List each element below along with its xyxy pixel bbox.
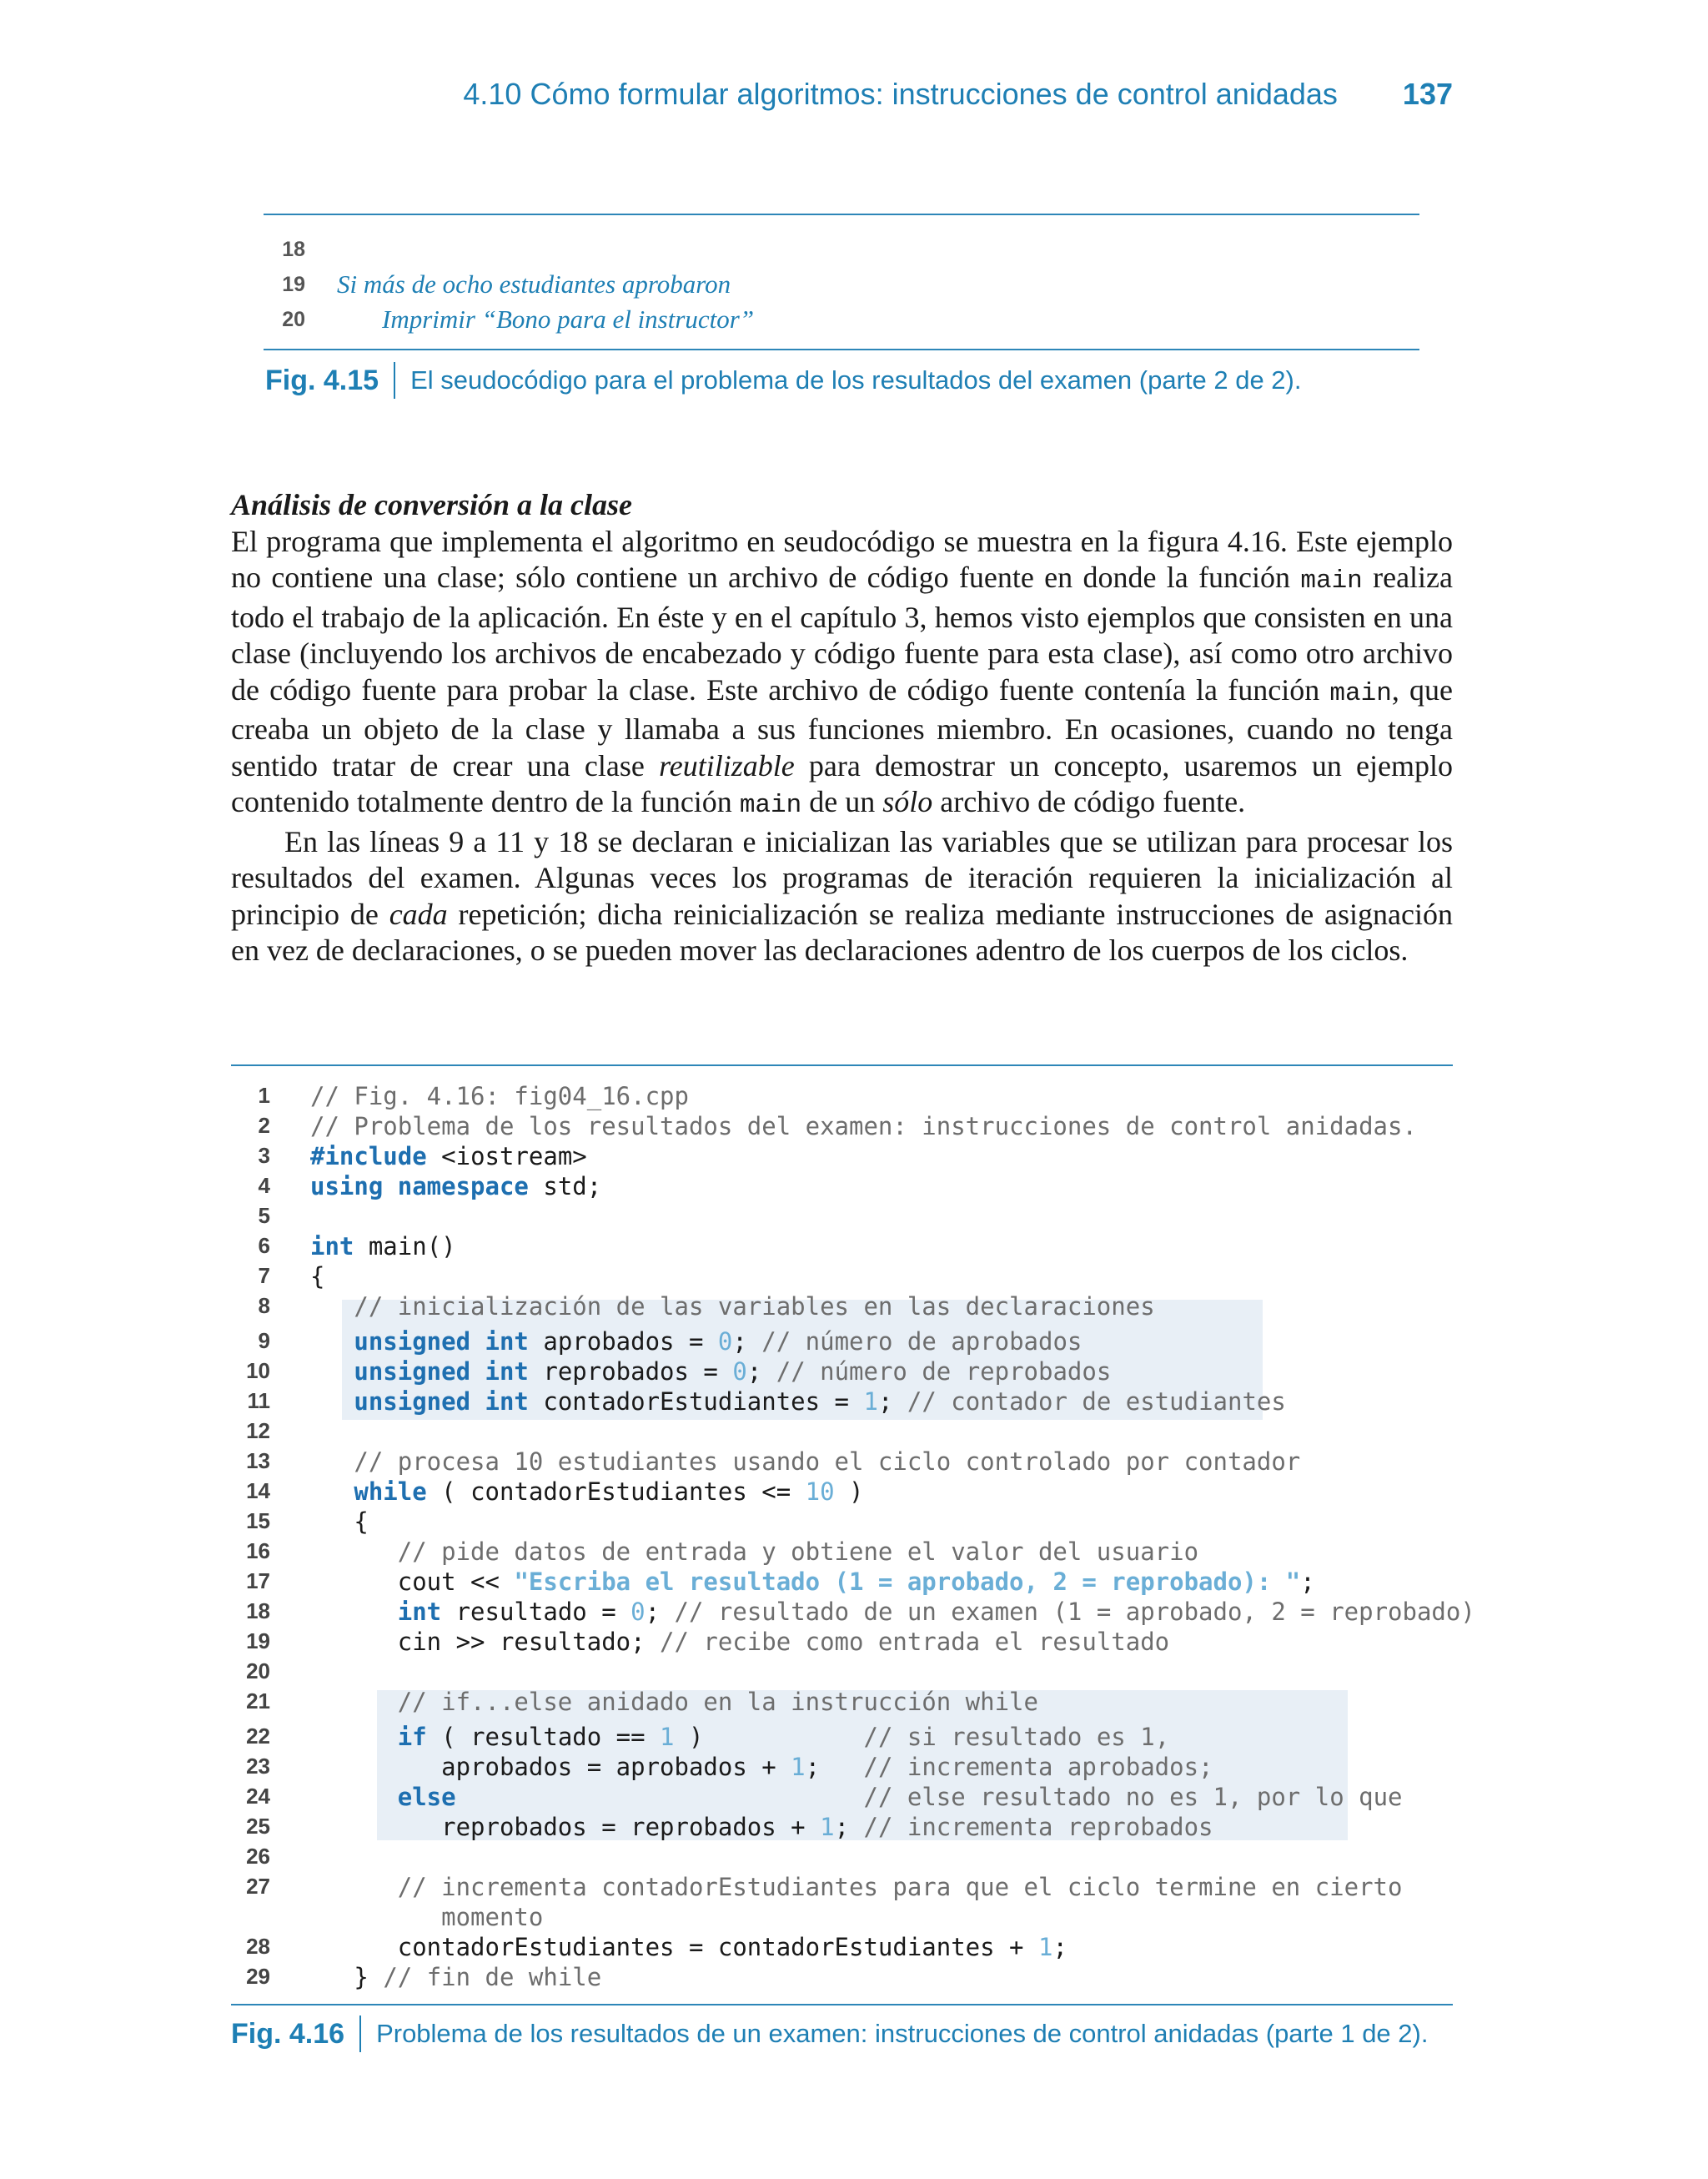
- code-token: ;: [1052, 1933, 1068, 1961]
- line-number: 11: [247, 1388, 270, 1413]
- code-token: int: [310, 1232, 354, 1261]
- code-token: ): [834, 1477, 864, 1506]
- section-heading: Análisis de conversión a la clase: [231, 488, 633, 521]
- text-run: , que creaba un objeto de la clase y llamaba a sus funciones miembro. En ocasiones, cuando no tenga sentido tratar de crear una clase: [231, 672, 1453, 783]
- code-line: [234, 1447, 1451, 1477]
- section-title: 4.10 Cómo formular algoritmos: instrucciones de control anidadas: [463, 77, 1338, 111]
- code-line: [234, 1842, 1451, 1872]
- pseudocode-line: [264, 267, 1419, 302]
- figure-caption-text: El seudocódigo para el problema de los resultados del examen (parte 2 de 2).: [410, 365, 1302, 395]
- code-line: [234, 1537, 1451, 1567]
- code-token: // número de aprobados: [761, 1327, 1083, 1356]
- top-rule-fig415: [264, 214, 1419, 215]
- line-number: 17: [246, 1568, 270, 1593]
- code-token: // contador de estudiantes: [907, 1387, 1286, 1416]
- line-number: 4: [258, 1173, 270, 1198]
- code-token: // else resultado no es 1, por lo que: [863, 1783, 1403, 1811]
- code-token: reprobados = reprobados +: [310, 1813, 821, 1841]
- code-text: [310, 1292, 1155, 1321]
- code-token: }: [310, 1963, 384, 1991]
- bottom-rule-fig416: [231, 2004, 1453, 2005]
- code-line: [234, 1141, 1451, 1171]
- code-token: main(): [354, 1232, 456, 1261]
- code-text: [310, 1112, 1417, 1140]
- code-token: <iostream>: [426, 1142, 587, 1170]
- code-line: [234, 1567, 1451, 1597]
- code-token: while: [310, 1477, 427, 1506]
- code-inline: main: [1300, 566, 1363, 596]
- code-token: // inicialización de las variables en las declaraciones: [310, 1292, 1155, 1321]
- line-number: 18: [282, 237, 305, 261]
- code-token: [456, 1783, 864, 1811]
- code-token: 1: [660, 1723, 675, 1751]
- code-line: [234, 1687, 1451, 1717]
- line-number: 3: [258, 1143, 270, 1168]
- code-line: [234, 1386, 1451, 1417]
- code-line: [234, 1812, 1451, 1842]
- text-run: de un: [801, 785, 883, 818]
- code-token: contadorEstudiantes =: [528, 1387, 864, 1416]
- code-token: // si resultado es 1,: [863, 1723, 1170, 1751]
- code-token: ;: [877, 1387, 907, 1416]
- code-line: [234, 1627, 1451, 1657]
- line-number: 18: [246, 1598, 270, 1623]
- code-token: // fin de while: [383, 1963, 602, 1991]
- line-number: 13: [246, 1448, 270, 1473]
- code-line: [234, 1111, 1451, 1141]
- code-token: ( contadorEstudiantes <=: [426, 1477, 806, 1506]
- code-text: [310, 1082, 689, 1110]
- code-text: [310, 1447, 1300, 1476]
- code-token: unsigned int: [310, 1327, 529, 1356]
- code-line: [234, 1657, 1451, 1687]
- text-run: En las líneas 9 a 11 y 18 se declaran e inicializan las variables que se utilizan para procesar los resultados del examen. Algunas veces los programas de iteración requieren la inicialización al principio de: [231, 824, 1453, 931]
- code-token: // pide datos de entrada y obtiene el valor del usuario: [310, 1537, 1199, 1566]
- running-header: [0, 77, 1453, 112]
- top-rule-fig416: [231, 1064, 1453, 1066]
- code-token: reprobados =: [528, 1357, 733, 1386]
- line-number: 2: [258, 1113, 270, 1138]
- code-token: momento: [310, 1903, 544, 1931]
- code-text: [310, 1813, 1213, 1841]
- code-line: [234, 1261, 1451, 1291]
- code-token: if: [310, 1723, 427, 1751]
- code-text: [310, 1783, 1403, 1811]
- code-text: [310, 1507, 369, 1536]
- code-token: else: [310, 1783, 456, 1811]
- code-text: [310, 1873, 1402, 1901]
- text-run: realiza todo el trabajo de la aplicación. En éste y en el capítulo 3, hemos visto ejemplos que consisten en una clase (incluyendo los archivos de encabezado y código fuente para esta clase), así como otro archivo de código fuente para probar la clase. Este archivo de código fuente contenía la función: [231, 561, 1454, 707]
- line-number: 19: [282, 272, 305, 296]
- code-line: [234, 1231, 1451, 1261]
- code-inline: main: [739, 791, 802, 820]
- code-token: 1: [791, 1753, 806, 1781]
- code-token: unsigned int: [310, 1387, 529, 1416]
- pseudocode-text: Imprimir “Bono para el instructor”: [382, 304, 755, 334]
- code-token: 1: [820, 1813, 835, 1841]
- paragraph-2: [231, 824, 1453, 969]
- caption-divider: [359, 2015, 361, 2052]
- code-line: [234, 1932, 1451, 1962]
- bottom-rule-fig415: [264, 349, 1419, 350]
- code-token: // número de reprobados: [776, 1357, 1112, 1386]
- code-line: [234, 1962, 1451, 1992]
- code-token: ;: [645, 1598, 675, 1626]
- emphasis: cada: [389, 897, 448, 931]
- code-token: unsigned int: [310, 1357, 529, 1386]
- paragraph-1: [231, 524, 1453, 824]
- code-token: // Problema de los resultados del examen: instrucciones de control anidadas.: [310, 1112, 1417, 1140]
- code-line: [234, 1902, 1451, 1932]
- text-run: El programa que implementa el algoritmo en seudocódigo se muestra en la figura 4.16. Este ejemplo no contiene una clase; sólo contiene un archivo de código fuente en donde la función: [231, 524, 1453, 594]
- code-line: [234, 1597, 1475, 1627]
- code-text: [310, 1142, 587, 1170]
- code-line: [234, 1722, 1451, 1752]
- text-run: archivo de código fuente.: [932, 785, 1246, 818]
- code-text: [310, 1933, 1068, 1961]
- code-token: ;: [834, 1813, 864, 1841]
- code-line: [234, 1171, 1451, 1201]
- code-token: // incrementa reprobados: [863, 1813, 1213, 1841]
- code-inline: main: [1329, 678, 1392, 708]
- code-text: [310, 1172, 601, 1200]
- code-line: [234, 1291, 1451, 1321]
- pseudocode-line: [264, 232, 1419, 267]
- line-number: 12: [246, 1418, 270, 1443]
- code-token: // incrementa contadorEstudiantes para que el ciclo termine en cierto: [310, 1873, 1403, 1901]
- code-token: aprobados =: [528, 1327, 718, 1356]
- line-number: 21: [246, 1688, 270, 1714]
- text-run: repetición; dicha reinicialización se realiza mediante instrucciones de asignación en vez de declaraciones, o se pueden mover las declaraciones adentro de los cuerpos de los ciclos.: [231, 897, 1453, 967]
- line-number: 23: [246, 1754, 270, 1779]
- emphasis: reutilizable: [659, 748, 795, 783]
- line-number: 19: [246, 1628, 270, 1653]
- code-line: [234, 1326, 1451, 1356]
- code-token: cout <<: [310, 1568, 515, 1596]
- line-number: 5: [258, 1203, 270, 1228]
- line-number: 9: [258, 1328, 270, 1353]
- code-text: [310, 1327, 1082, 1356]
- line-number: 20: [282, 307, 305, 331]
- line-number: 28: [246, 1934, 270, 1959]
- code-token: // recibe como entrada el resultado: [660, 1628, 1170, 1656]
- code-token: aprobados = aprobados +: [310, 1753, 791, 1781]
- line-number: 6: [258, 1233, 270, 1258]
- code-text: [310, 1477, 863, 1506]
- page-number: 137: [1402, 77, 1453, 111]
- code-text: [310, 1262, 324, 1291]
- code-token: // Fig. 4.16: fig04_16.cpp: [310, 1082, 689, 1110]
- code-token: ;: [1300, 1568, 1315, 1596]
- line-number: 14: [246, 1478, 270, 1503]
- code-token: {: [310, 1262, 325, 1291]
- code-token: int: [310, 1598, 442, 1626]
- code-line: [234, 1081, 1451, 1111]
- caption-divider: [394, 362, 395, 399]
- code-line: [234, 1356, 1451, 1386]
- code-token: 0: [630, 1598, 646, 1626]
- code-token: "Escriba el resultado (1 = aprobado, 2 = reprobado): ": [514, 1568, 1301, 1596]
- line-number: 1: [258, 1083, 270, 1108]
- code-line: [234, 1872, 1451, 1902]
- code-text: [310, 1753, 1213, 1781]
- code-text: [310, 1387, 1286, 1416]
- code-token: 0: [717, 1327, 733, 1356]
- code-token: ): [674, 1723, 864, 1751]
- code-token: 0: [732, 1357, 747, 1386]
- pseudocode-text: Si más de ocho estudiantes aprobaron: [337, 269, 731, 299]
- code-token: ;: [805, 1753, 864, 1781]
- pseudocode-block: [264, 232, 1419, 337]
- code-line: [234, 1782, 1451, 1812]
- figure-label: Fig. 4.15: [265, 364, 379, 396]
- code-token: std;: [528, 1172, 602, 1200]
- code-text: [310, 1598, 1475, 1626]
- code-token: // resultado de un examen (1 = aprobado, 2 = reprobado): [674, 1598, 1475, 1626]
- line-number: 22: [246, 1724, 270, 1749]
- code-line: [234, 1201, 1451, 1231]
- code-text: [310, 1903, 543, 1931]
- code-line: [234, 1752, 1451, 1782]
- code-token: resultado =: [441, 1598, 631, 1626]
- code-token: // incrementa aprobados;: [863, 1753, 1213, 1781]
- line-number: 29: [246, 1964, 270, 1989]
- code-token: ;: [746, 1357, 776, 1386]
- line-number: 24: [246, 1784, 270, 1809]
- line-number: 20: [246, 1658, 270, 1683]
- code-token: {: [310, 1507, 369, 1536]
- code-text: [310, 1628, 1169, 1656]
- code-text: [310, 1723, 1169, 1751]
- code-token: // if...else anidado en la instrucción while: [310, 1688, 1038, 1716]
- line-number: 25: [246, 1814, 270, 1839]
- figure-caption-4-15: [265, 362, 1302, 399]
- code-text: [310, 1537, 1198, 1566]
- code-line: [234, 1507, 1451, 1537]
- line-number: 8: [258, 1293, 270, 1318]
- code-token: ( resultado ==: [426, 1723, 661, 1751]
- line-number: 26: [246, 1844, 270, 1869]
- code-token: 1: [863, 1387, 878, 1416]
- line-number: 7: [258, 1263, 270, 1288]
- code-token: using namespace: [310, 1172, 529, 1200]
- line-number: 10: [246, 1358, 270, 1383]
- code-token: 10: [805, 1477, 835, 1506]
- code-token: #include: [310, 1142, 427, 1170]
- figure-label: Fig. 4.16: [231, 2017, 345, 2050]
- pseudocode-line: [264, 302, 1419, 337]
- code-line: [234, 1417, 1451, 1447]
- code-line: [234, 1477, 1451, 1507]
- line-number: 27: [246, 1874, 270, 1899]
- analysis-section: [231, 487, 1453, 969]
- figure-caption-text: Problema de los resultados de un examen: instrucciones de control anidadas (parte 1 de 2).: [376, 2019, 1429, 2048]
- code-text: [310, 1963, 601, 1991]
- code-token: ;: [732, 1327, 762, 1356]
- code-token: cin >> resultado;: [310, 1628, 661, 1656]
- text-run: para demostrar un concepto, usaremos un ejemplo contenido totalmente dentro de la función: [231, 748, 1454, 818]
- line-number: 16: [246, 1538, 270, 1563]
- code-listing: [234, 1081, 1475, 1992]
- code-text: [310, 1568, 1315, 1596]
- emphasis: sólo: [882, 785, 933, 818]
- line-number: 15: [246, 1508, 270, 1533]
- code-token: 1: [1037, 1933, 1053, 1961]
- code-text: [310, 1357, 1111, 1386]
- code-token: contadorEstudiantes = contadorEstudiantes +: [310, 1933, 1038, 1961]
- figure-caption-4-16: [231, 2015, 1428, 2052]
- code-text: [310, 1232, 456, 1261]
- code-token: // procesa 10 estudiantes usando el ciclo controlado por contador: [310, 1447, 1301, 1476]
- code-text: [310, 1688, 1038, 1716]
